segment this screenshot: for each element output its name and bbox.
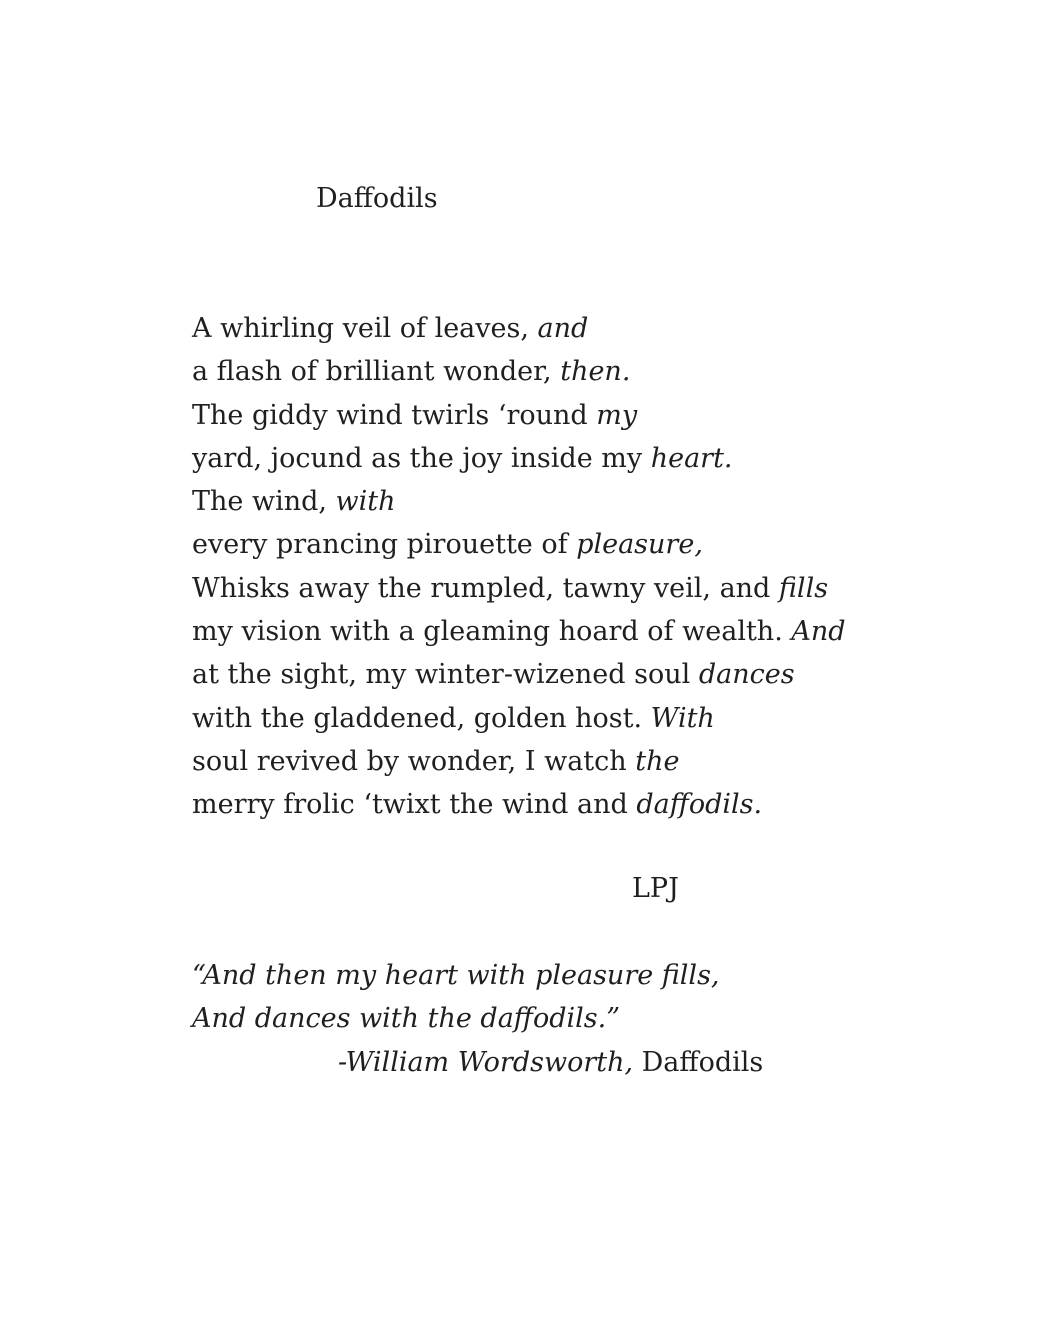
attribution-work: Daffodils (633, 1046, 764, 1078)
poem-line: The wind, with (192, 486, 396, 518)
author-initials: LPJ (632, 873, 679, 904)
quote-attribution (192, 1041, 952, 1084)
epigraph-quote (192, 954, 952, 1084)
poem-body (192, 307, 952, 827)
attribution-author: -William Wordsworth, (338, 1046, 634, 1078)
poem-line: with the gladdened, golden host. With (192, 702, 715, 734)
poem-line: soul revived by wonder, I watch the (192, 745, 680, 777)
poem-line: Whisks away the rumpled, tawny veil, and fills (192, 572, 829, 604)
quote-line: And dances with the daffodils.” (192, 1003, 620, 1035)
poem-line: The giddy wind twirls ‘round my (192, 399, 638, 431)
quote-line: “And then my heart with pleasure fills, (192, 960, 720, 991)
poem-line: yard, jocund as the joy inside my heart. (192, 442, 733, 474)
poem-line: a flash of brilliant wonder, then. (192, 356, 631, 388)
poem-line: my vision with a gleaming hoard of wealth. And (192, 616, 846, 648)
poem-title: Daffodils (316, 183, 438, 214)
poem-line: at the sight, my winter-wizened soul dances (192, 659, 795, 691)
poem-line: A whirling veil of leaves, and (192, 313, 589, 344)
poem-line: merry frolic ‘twixt the wind and daffodils. (192, 789, 763, 821)
poem-line: every prancing pirouette of pleasure, (192, 529, 703, 561)
